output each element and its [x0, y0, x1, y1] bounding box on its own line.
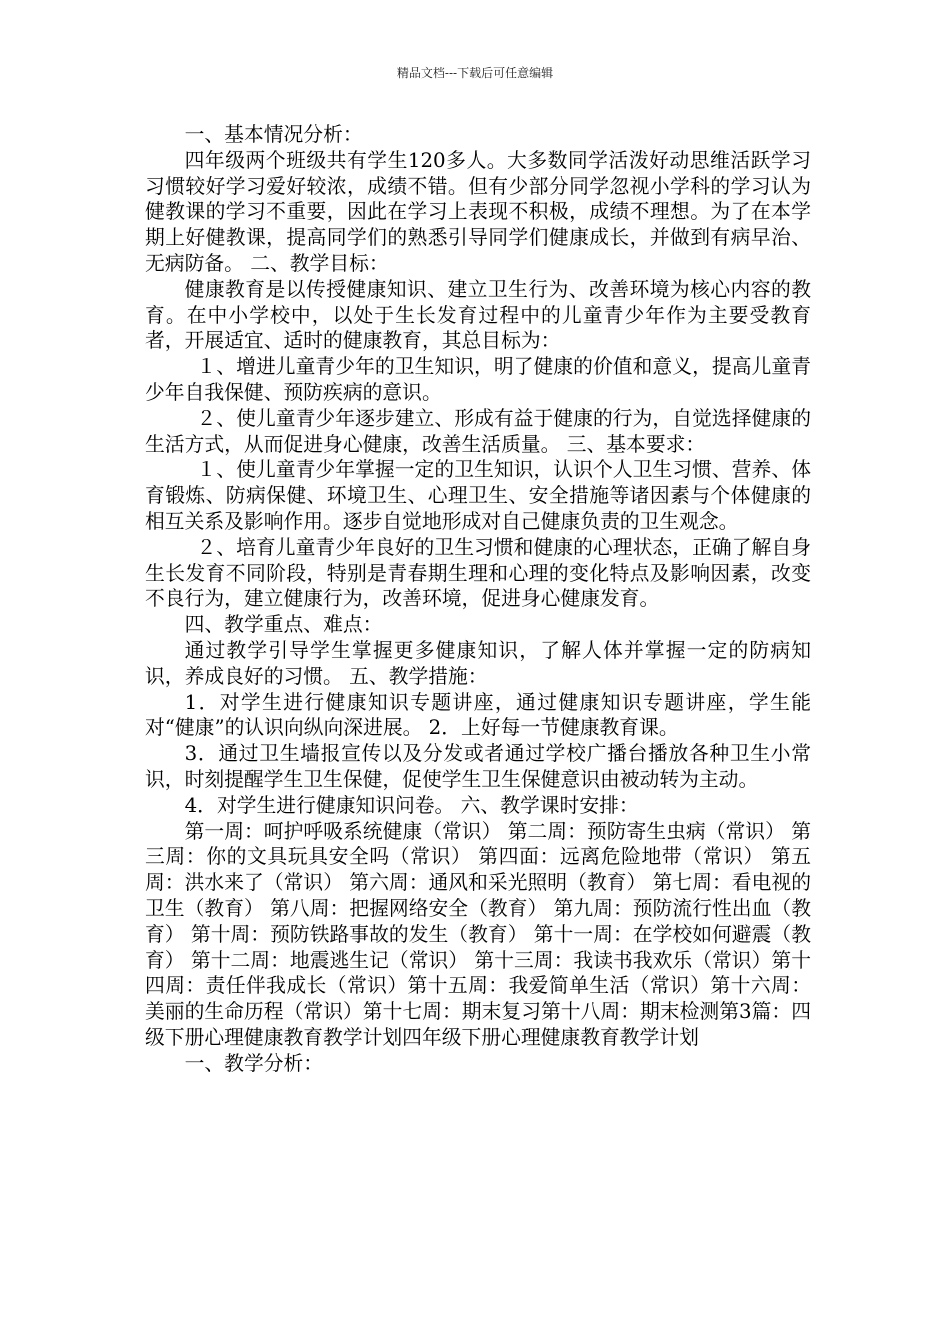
page-header: 精品文档---下载后可任意编辑	[396, 66, 554, 80]
paragraph: 通过教学引导学生掌握更多健康知识，了解人体并掌握一定的防病知识，养成良好的习惯。 五、教学措施：	[145, 638, 811, 688]
document-body	[145, 122, 811, 1076]
paragraph: 健康教育是以传授健康知识、建立卫生行为、改善环境为核心内容的教育。在中小学校中，以处于生长发育过程中的儿童青少年作为主要受教育者，开展适宜、适时的健康教育，其总目标为：	[145, 277, 811, 353]
paragraph: 四年级两个班级共有学生120多人。大多数同学活泼好动思维活跃学习习惯较好学习爱好较浓，成绩不错。但有少部分同学忽视小学科的学习认为健教课的学习不重要，因此在学习上表现不积极，成绩不理想。为了在本学期上好健教课，提高同学们的熟悉引导同学们健康成长，并做到有病早治、无病防备。 二、教学目标：	[145, 148, 811, 275]
section-heading-situation: 一、基本情况分析：	[184, 123, 363, 146]
paragraph: 3．通过卫生墙报宣传以及分发或者通过学校广播台播放各种卫生小常识，时刻提醒学生卫生保健，促使学生卫生保健意识由被动转为主动。	[145, 742, 811, 791]
paragraph: 4．对学生进行健康知识问卷。 六、教学课时安排：	[184, 793, 639, 817]
paragraph: ２、使儿童青少年逐步建立、形成有益于健康的行为，自觉选择健康的生活方式，从而促进身心健康，改善生活质量。 三、基本要求：	[145, 406, 811, 456]
section-heading-analysis: 一、教学分析：	[184, 1051, 324, 1075]
paragraph-schedule: 第一周：呵护呼吸系统健康（常识） 第二周：预防寄生虫病（常识） 第三周：你的文具玩具安全吗（常识） 第四面：远离危险地带（常识） 第五周：洪水来了（常识） 第六周：通风和采光照明（教育） 第七周：看电视的卫生（教育） 第八周：把握网络安全（教育） 第九周：预防流行性出血（教育） 第十周：预防铁路事故的发生（教育） 第十一周：在学校如何避震（教育） 第十二周：地震逃生记（常识） 第十三周：我读书我欢乐（常识）第十四周：责任伴我成长（常识）第十五周：我爱简单生活（常识）第十六周：美丽的生命历程（常识）第十七周：期末复习第十八周：期末检测第3篇：四级下册心理健康教育教学计划四年级下册心理健康教育教学计划	[145, 819, 811, 1049]
section-heading-key-points: 四、教学重点、难点：	[184, 613, 383, 637]
paragraph: ２、培育儿童青少年良好的卫生习惯和健康的心理状态，正确了解自身生长发育不同阶段，特别是青春期生理和心理的变化特点及影响因素，改变不良行为，建立健康行为，改善环境，促进身心健康发育。	[145, 535, 811, 611]
paragraph: 1．对学生进行健康知识专题讲座，通过健康知识专题讲座，学生能对“健康”的认识向纵向深进展。 2．上好每一节健康教育课。	[145, 690, 811, 740]
paragraph: １、增进儿童青少年的卫生知识，明了健康的价值和意义，提高儿童青少年自我保健、预防疾病的意识。	[145, 355, 811, 404]
paragraph: １、使儿童青少年掌握一定的卫生知识，认识个人卫生习惯、营养、体育锻炼、防病保健、环境卫生、心理卫生、安全措施等诸因素与个体健康的相互关系及影响作用。逐步自觉地形成对自己健康负责的卫生观念。	[145, 458, 811, 533]
